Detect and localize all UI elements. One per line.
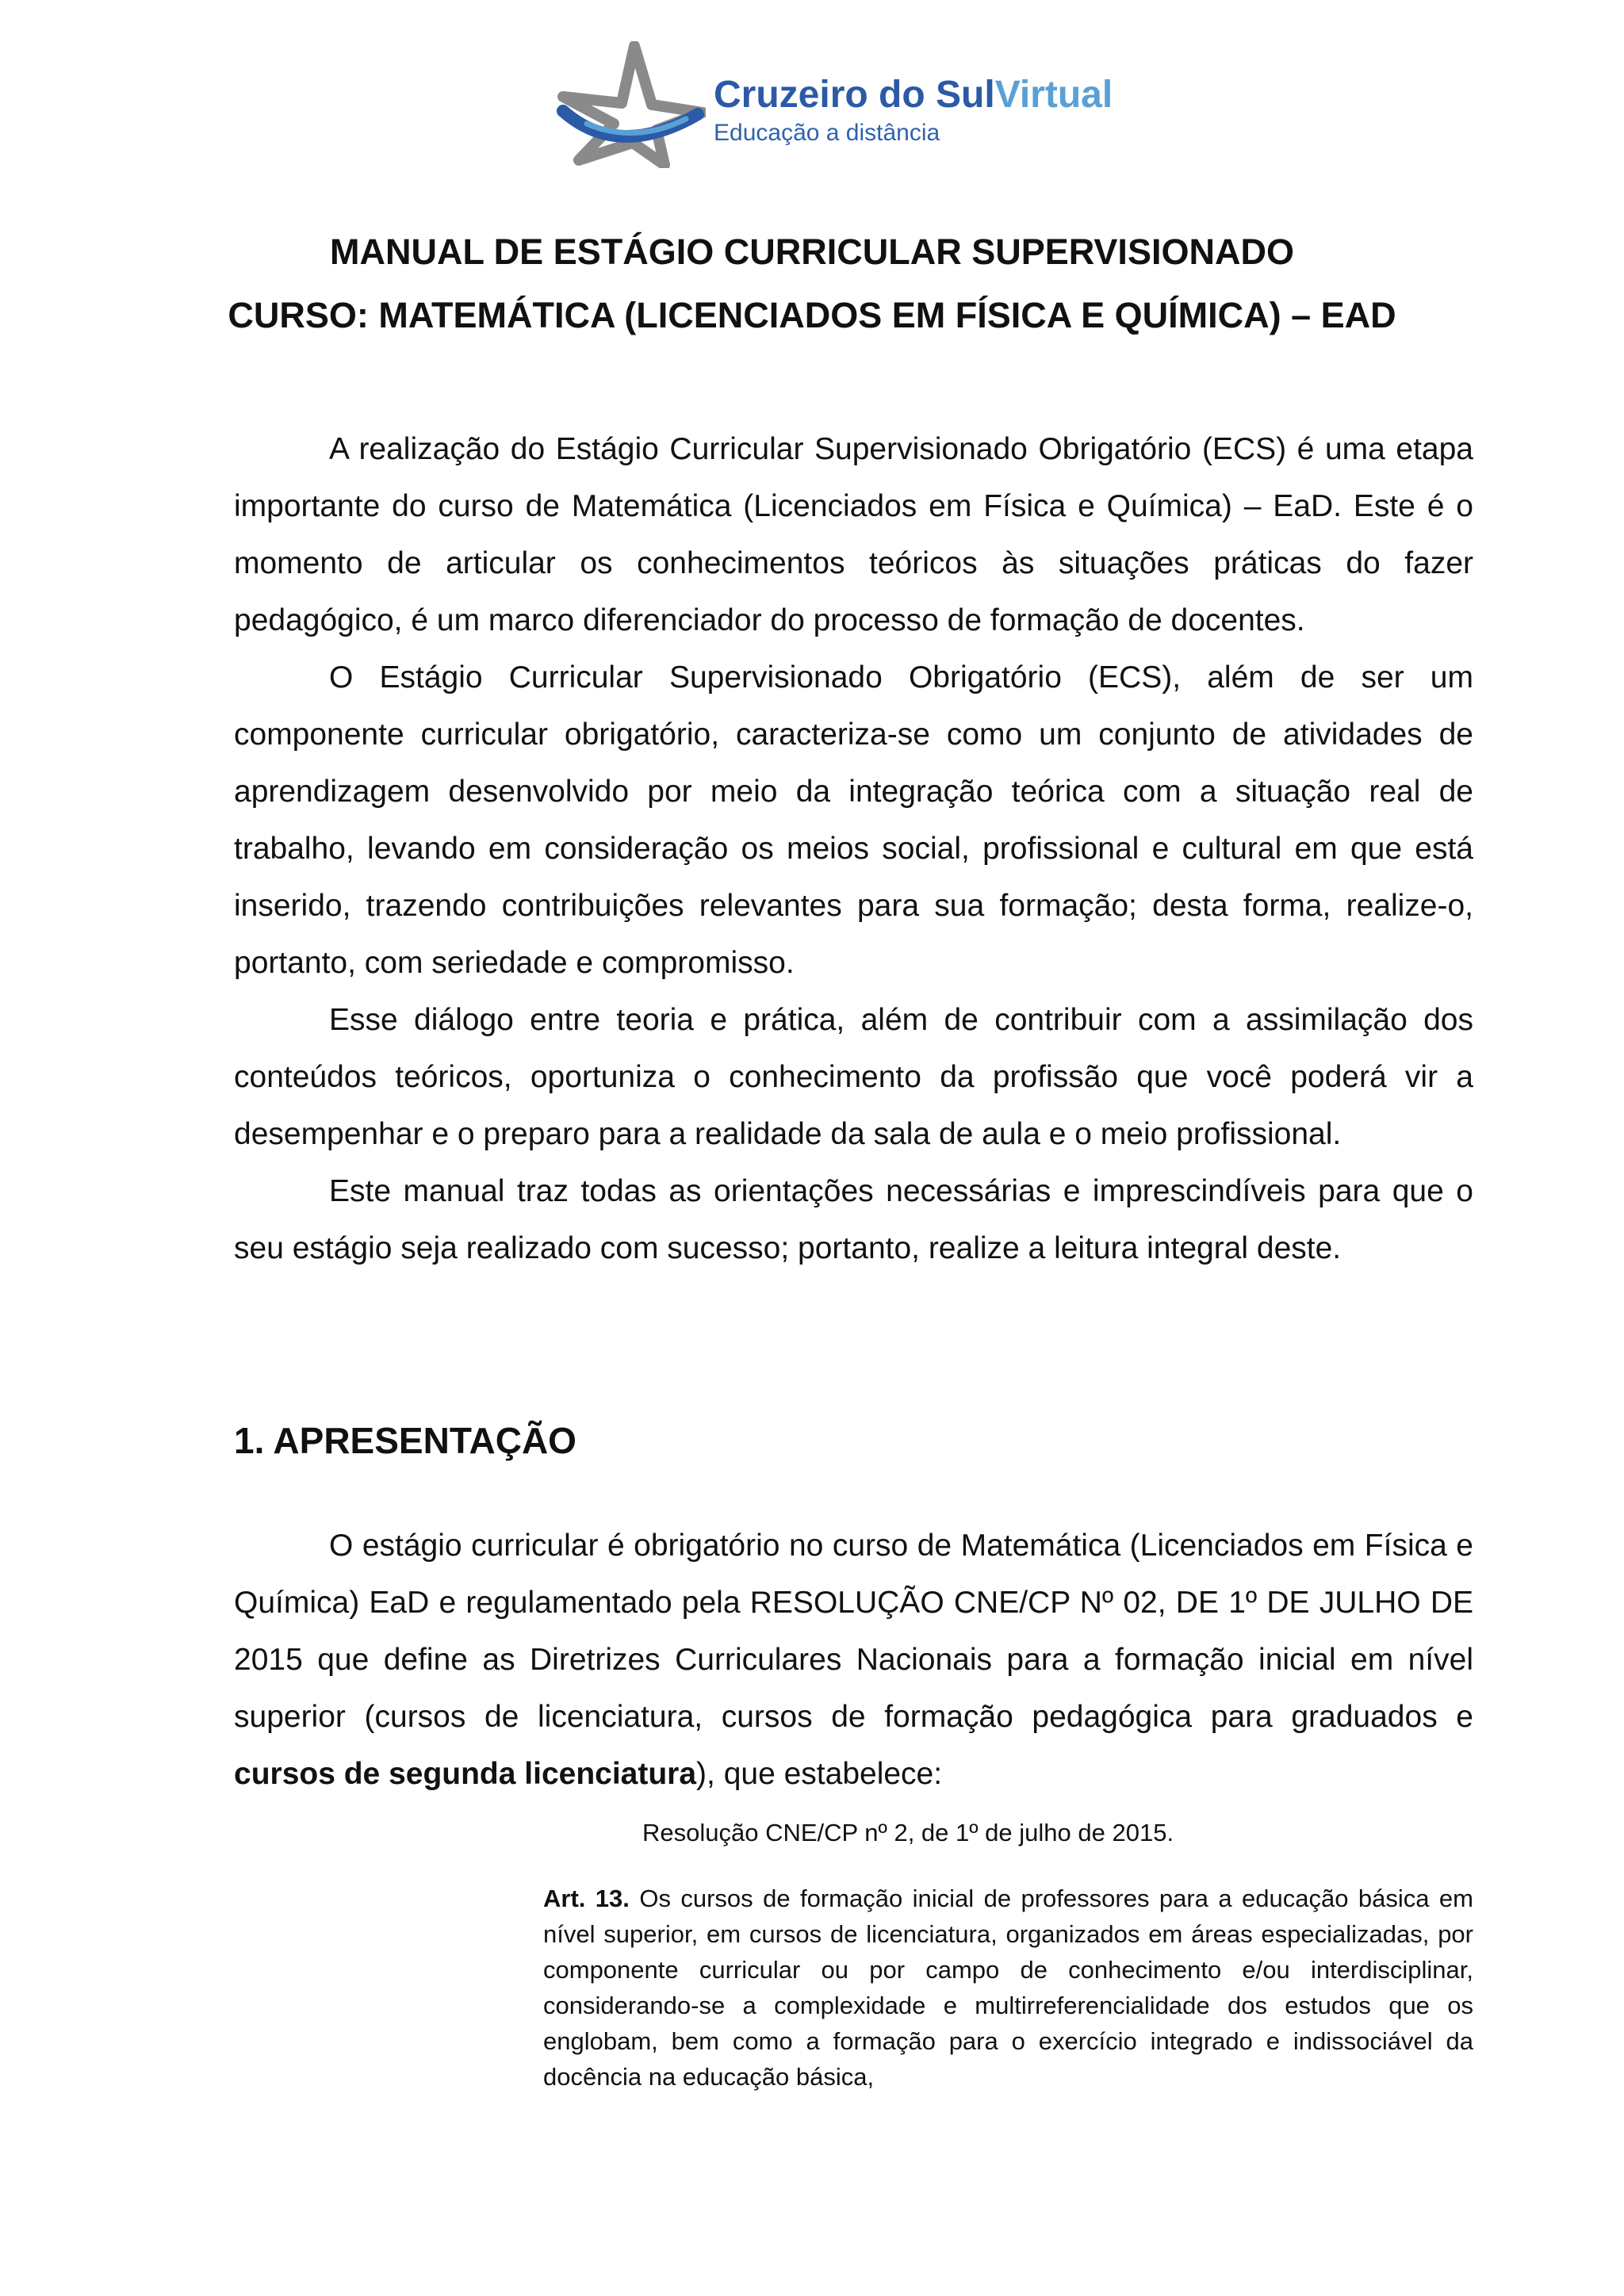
intro-section [234,421,1473,1277]
block-quote [543,1881,1473,2095]
intro-paragraph-1-text: A realização do Estágio Curricular Supervisionado Obrigatório (ECS) é uma etapa importante do curso de Matemática (Licenciados em Física e Química) – EaD. Este é o momento de articular os conhecimentos teóricos às situações práticas do fazer pedagógico, é um marco diferenciador do processo de formação de docentes. [234,432,1473,637]
quote-article-label: Art. 13. [543,1885,630,1912]
logo-brand-suffix: Virtual [994,74,1113,116]
intro-paragraph-2-text: O Estágio Curricular Supervisionado Obrigatório (ECS), além de ser um componente curricular obrigatório, caracteriza-se como um conjunto de atividades de aprendizagem desenvolvido por meio da integração teórica com a situação real de trabalho, levando em consideração os meios social, profissional e cultural em que está inserido, trazendo contribuições relevantes para sua formação; desta forma, realize-o, portanto, com seriedade e compromisso. [234,660,1473,980]
logo-tagline: Educação a distância [714,120,940,146]
citation-title: Resolução CNE/CP nº 2, de 1º de julho de 2015. [642,1819,1174,1846]
quote-text: Os cursos de formação inicial de professores para a educação básica em nível superior, em cursos de licenciatura, organizados em áreas especializadas, por componente curricular ou por campo de conhecimento e/ou interdisciplinar, considerando-se a complexidade e multirreferencialidade dos estudos que os englobam, bem como a formação para o exercício integrado e indissociável da docência na educação básica, [543,1885,1473,2091]
intro-paragraph-2 [234,649,1473,992]
intro-paragraph-3-text: Esse diálogo entre teoria e prática, além de contribuir com a assimilação dos conteúdos teóricos, oportuniza o conhecimento da profissão que você poderá vir a desempenhar e o preparo para a realidade da sala de aula e o meio profissional. [234,1003,1473,1151]
apresentacao-paragraph [234,1517,1473,1803]
intro-paragraph-4 [234,1163,1473,1277]
apresentacao-text-bold: cursos de segunda licenciatura [234,1757,697,1791]
logo-brand-name: Cruzeiro do Sul [714,74,995,116]
logo-wordmark [714,73,1113,147]
intro-paragraph-3 [234,992,1473,1163]
apresentacao-text-start: O estágio curricular é obrigatório no curso de Matemática (Licenciados em Física e Química) EaD e regulamentado pela RESOLUÇÃO CNE/CP Nº 02, DE 1º DE JULHO DE 2015 que define as Diretrizes Curriculares Nacionais para a formação inicial em nível superior (cursos de licenciatura, cursos de formação pedagógica para graduados e [234,1529,1473,1734]
apresentacao-section [234,1517,1473,1803]
logo [555,41,1113,168]
intro-paragraph-4-text: Este manual traz todas as orientações necessárias e imprescindíveis para que o seu estágio seja realizado com sucesso; portanto, realize a leitura integral deste. [234,1174,1473,1265]
section-heading-apresentacao: 1. APRESENTAÇÃO [234,1420,576,1461]
document-title: MANUAL DE ESTÁGIO CURRICULAR SUPERVISIONADO [330,232,1294,272]
apresentacao-text-end: ), que estabelece: [696,1757,943,1791]
course-title: CURSO: MATEMÁTICA (LICENCIADOS EM FÍSICA E QUÍMICA) – EAD [228,295,1396,335]
intro-paragraph-1 [234,421,1473,649]
logo-brand [714,73,1113,117]
star-logo-icon [555,41,706,168]
